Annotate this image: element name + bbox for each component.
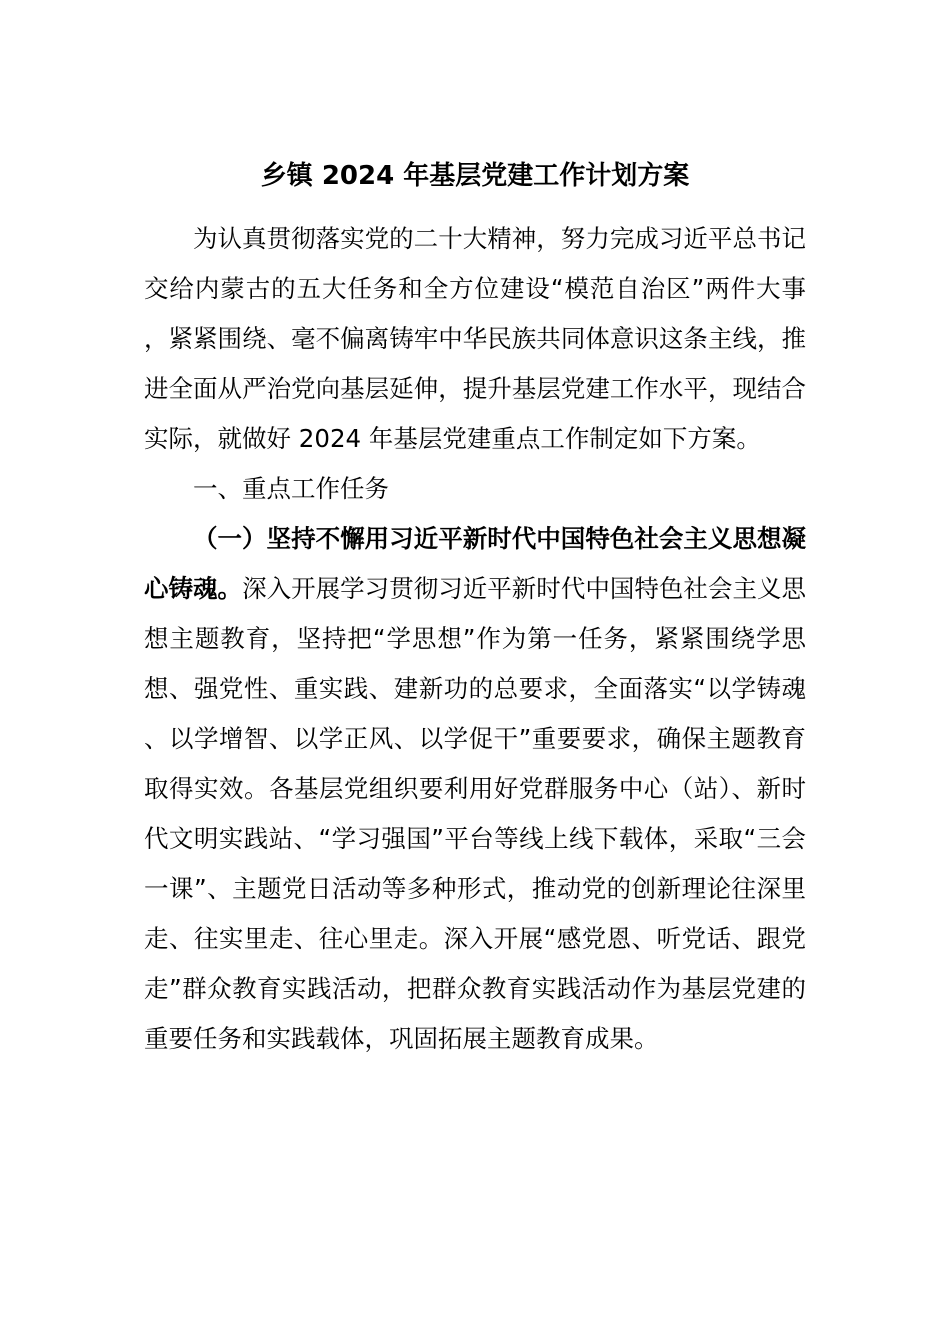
section-heading: 一、重点工作任务 [193,474,389,503]
task-item-1-heading: （一）坚持不懈用习近平新时代中国特色社会主义思想凝心铸魂。 [144,524,806,603]
task-item-1-body: 深入开展学习贯彻习近平新时代中国特色社会主义思想主题教育，坚持把“学思想”作为第一任务，紧紧围绕学思想、强党性、重实践、建新功的总要求，全面落实“以学铸魂、以学增智、以学正风、以学促干”重要要求，确保主题教育取得实效。各基层党组织要利用好党群服务中心（站）、新时代文明实践站、“学习强国”平台等线上线下载体，采取“三会一课”、主题党日活动等多种形式，推动党的创新理论往深里走、往实里走、往心里走。深入开展“感党恩、听党话、跟党走”群众教育实践活动，把群众教育实践活动作为基层党建的重要任务和实践载体，巩固拓展主题教育成果。 [144,574,806,1053]
document-title: 乡镇 2024 年基层党建工作计划方案 [260,161,690,191]
task-item-1-paragraph [144,514,806,1064]
intro-paragraph: 为认真贯彻落实党的二十大精神，努力完成习近平总书记交给内蒙古的五大任务和全方位建设“模范自治区”两件大事，紧紧围绕、毫不偏离铸牢中华民族共同体意识这条主线，推进全面从严治党向基层延伸，提升基层党建工作水平，现结合实际，就做好 2024 年基层党建重点工作制定如下方案。 [144,224,806,453]
document-body [144,214,806,1064]
